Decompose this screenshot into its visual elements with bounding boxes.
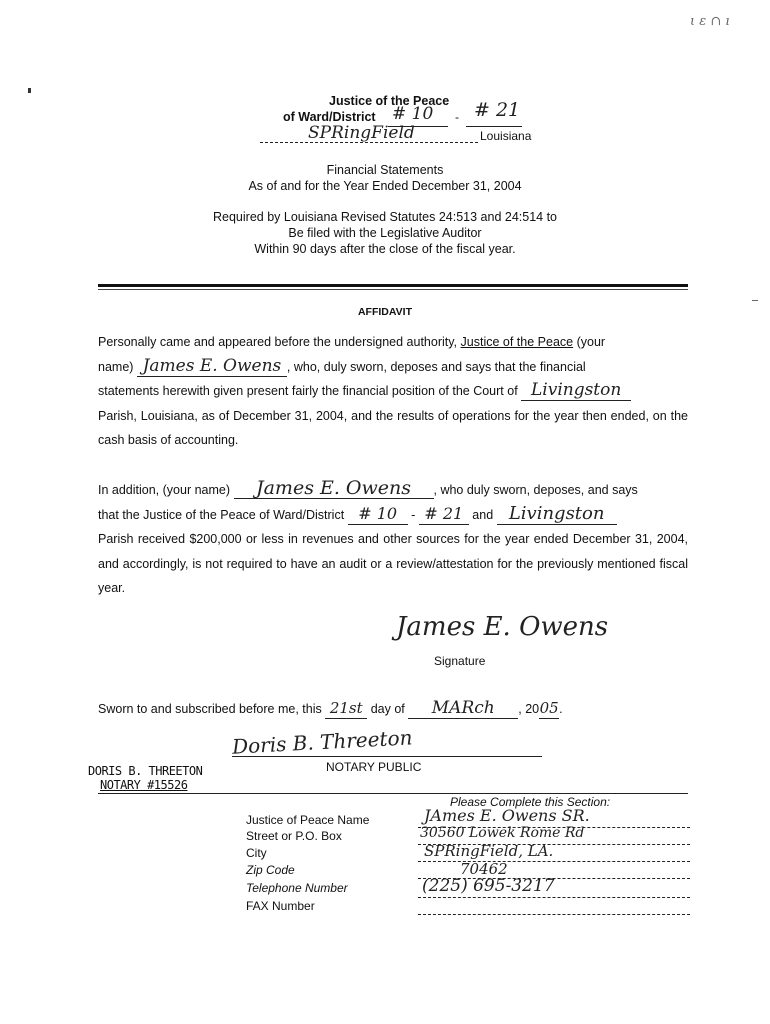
header-divider-thin [98,289,688,290]
value-jp-name: JAmes E. Owens SR. [424,806,590,825]
bottom-divider [98,793,688,794]
value-zip: 70462 [460,860,508,878]
hw-ward-2: # 10 [348,506,408,525]
label-jp-name: Justice of Peace Name [246,813,370,827]
sworn-line [98,700,563,719]
signature-label: Signature [434,654,486,668]
p1-text-a: Personally came and appeared before the undersigned authority, [98,335,458,349]
requirement-line-3: Within 90 days after the close of the fiscal year. [254,242,516,256]
affidavit-paragraph-2 [98,478,688,601]
hw-name-2: James E. Owens [234,480,434,499]
affidavit-paragraph-1 [98,330,688,453]
notary-public-label: NOTARY PUBLIC [326,760,422,774]
p2-text-c: that the Justice of the Peace of Ward/District [98,507,345,522]
period-subtitle: As of and for the Year Ended December 31, 2004 [248,179,522,193]
affidavit-heading: AFFIDAVIT [357,306,413,318]
district-blank-line [466,126,522,127]
section-title: Please Complete this Section: [450,795,611,809]
label-city: City [246,846,267,860]
sworn-text-b: day of [370,702,405,716]
p2-text-a: In addition, (your name) [98,483,231,497]
notary-stamp-name: DORIS B. THREETON [88,764,203,778]
hw-town: SPRingField [308,123,415,143]
p1-text-c: name) [98,359,134,374]
line-telephone [418,897,690,898]
hw-ward-number: # 10 [392,104,434,124]
margin-tick [752,300,758,301]
p2-text-d: Parish received $200,000 or less in revenues and other sources for the year ended December 31, 2004, and accordingly, is not required to have an audit or a review/attestation for the previously mentioned fiscal year. [98,532,688,595]
financial-statements-title: Financial Statements [326,163,444,177]
p1-text-d: , who, duly sworn, deposes and says that the financial [286,359,586,374]
ward-district-label: of Ward/District [283,110,376,124]
header-justice-title: Justice of the Peace [329,94,450,108]
p1-text-e: statements herewith given present fairly the financial position of the Court of [98,384,518,398]
requirement-line-2: Be filed with the Legislative Auditor [288,226,482,240]
value-street: 30560 Lowek Rome Rd [420,825,585,841]
hw-court: Livingston [521,382,631,401]
label-zip: Zip Code [246,863,295,877]
notary-signature-line [232,756,542,757]
line-city [418,861,690,862]
corner-mark: ι ε ∩ ı [690,14,730,29]
hw-day: 21st [325,700,367,719]
label-telephone: Telephone Number [246,881,348,895]
ward-dash: - [455,110,459,124]
hw-notary-signature: Doris B. Threeton [231,725,413,759]
requirement-line-1: Required by Louisiana Revised Statutes 24:513 and 24:514 to [213,210,557,224]
sworn-text-a: Sworn to and subscribed before me, this [98,702,322,716]
hw-signature: James E. Owens [396,612,609,642]
line-fax [418,914,690,915]
value-telephone: (225) 695-3217 [422,876,555,896]
hw-year: 05 [539,699,559,717]
state-label: Louisiana [480,129,532,143]
p2-text-b: , who duly sworn, deposes, and says [433,483,638,497]
p1-text-b: (your [576,335,606,349]
hw-parish-2: Livingston [497,506,617,525]
sworn-text-c: , 20 [518,702,540,716]
hw-month: MARch [408,700,518,719]
notary-stamp-number: NOTARY #15526 [100,778,188,792]
header-ward-line [283,110,376,124]
sworn-text-d: . [559,702,563,716]
label-fax: FAX Number [246,899,315,913]
margin-dot [28,88,31,93]
hw-district-2: # 21 [419,506,469,525]
header-divider [98,284,688,287]
p1-justice-of-peace: Justice of the Peace [460,335,574,349]
hw-district-number: # 21 [474,99,521,121]
p1-text-f: Parish, Louisiana, as of December 31, 2004, and the results of operations for the year then ended, on the cash basis of accounting. [98,408,688,447]
town-blank-line [260,142,478,143]
value-city: SPRingField, LA. [424,842,554,860]
p2-and: and [472,507,494,522]
p2-dash: - [411,507,416,522]
label-street: Street or P.O. Box [246,829,342,843]
hw-name-1: James E. Owens [137,358,287,377]
